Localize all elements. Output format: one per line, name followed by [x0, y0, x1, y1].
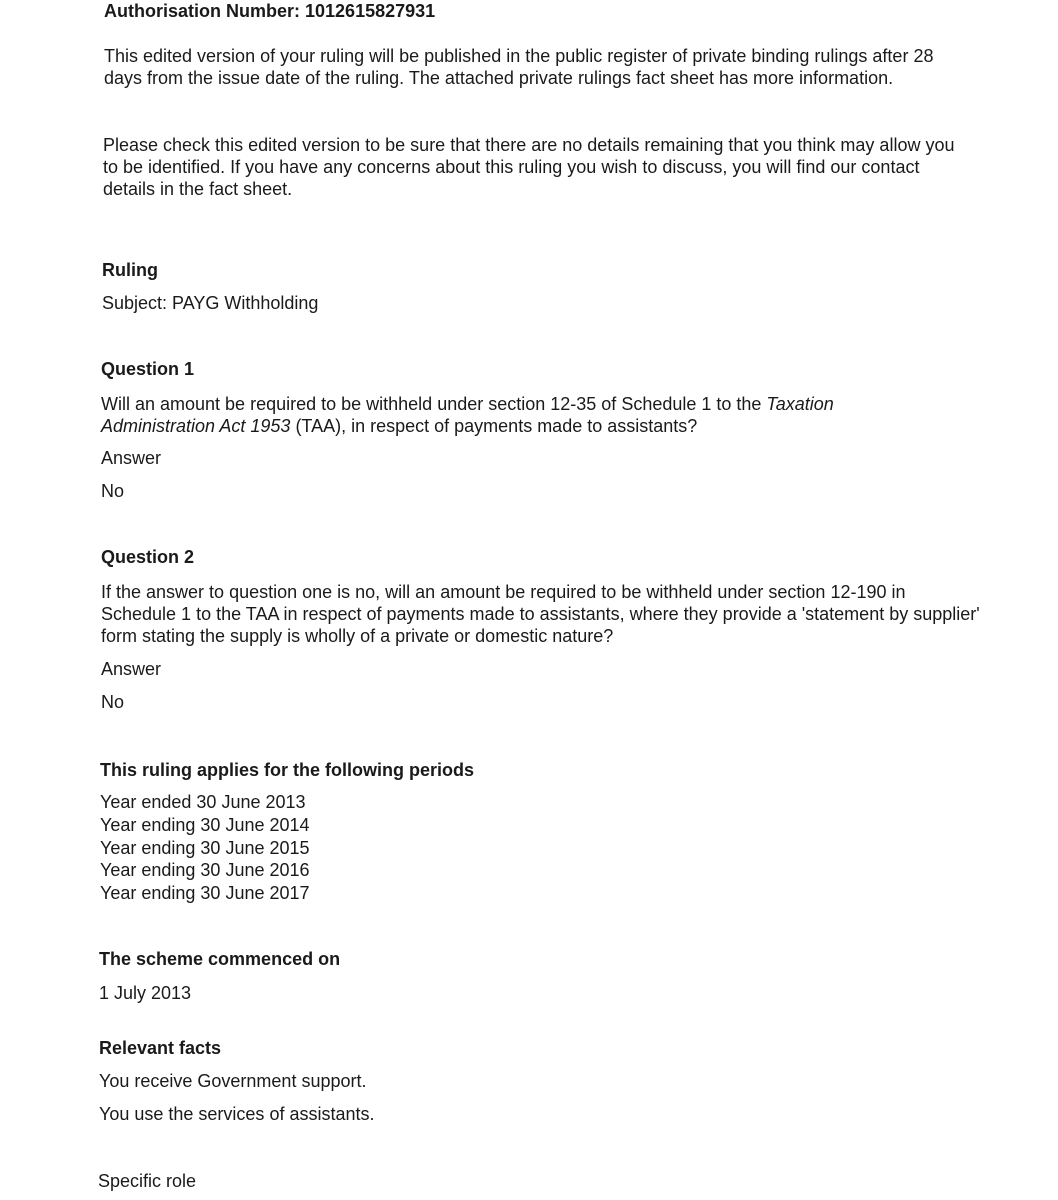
- period-item: Year ending 30 June 2014: [100, 814, 310, 835]
- ruling-heading: Ruling: [102, 260, 158, 280]
- facts-heading: Relevant facts: [99, 1038, 222, 1058]
- period-item: Year ended 30 June 2013: [100, 792, 306, 812]
- authorisation-number: [104, 0, 435, 22]
- question-1-heading: Question 1: [101, 359, 195, 379]
- question-2-heading: Question 2: [101, 547, 195, 567]
- question-2-answer-label: Answer: [101, 659, 162, 679]
- auth-label: Authorisation Number:: [104, 1, 300, 21]
- fact-item: You receive Government support.: [99, 1071, 367, 1091]
- intro-paragraph-1: This edited version of your ruling will be published in the public register of private binding rulings after 28 days from the issue date of the ruling. The attached private rulings fact sheet has more information.: [104, 46, 934, 88]
- periods-heading: This ruling applies for the following periods: [100, 760, 475, 780]
- ruling-subject: Subject: PAYG Withholding: [102, 293, 319, 313]
- question-1-answer: No: [101, 481, 125, 501]
- question-2-text: If the answer to question one is no, will an amount be required to be withheld under section 12-190 in Schedule 1 to the TAA in respect of payments made to assistants, where they provide a 'statement by supplier' form stating the supply is wholly of a private or domestic nature?: [101, 582, 980, 646]
- question-1-text-before: Will an amount be required to be withheld under section 12-35 of Schedule 1 to the: [101, 394, 767, 414]
- question-1-text-after: (TAA), in respect of payments made to assistants?: [290, 416, 698, 436]
- period-item: Year ending 30 June 2017: [100, 883, 310, 903]
- fact-item: You use the services of assistants.: [99, 1104, 375, 1124]
- question-1-answer-label: Answer: [101, 448, 162, 468]
- intro-paragraph-2: Please check this edited version to be sure that there are no details remaining that you think may allow you to be identified. If you have any concerns about this ruling you wish to discuss, you will find our contact details in the fact sheet.: [103, 135, 955, 199]
- auth-number: 1012615827931: [305, 1, 436, 21]
- period-item: Year ending 30 June 2015: [100, 837, 310, 858]
- specific-role-label: Specific role: [98, 1171, 197, 1191]
- period-item: Year ending 30 June 2016: [100, 860, 310, 881]
- question-2-answer: No: [101, 692, 125, 712]
- question-1-text: [101, 393, 921, 437]
- scheme-heading: The scheme commenced on: [99, 949, 341, 969]
- scheme-date: 1 July 2013: [99, 983, 192, 1003]
- periods-list: [100, 791, 310, 905]
- act-title: Taxation Administration Act 1953: [101, 394, 834, 436]
